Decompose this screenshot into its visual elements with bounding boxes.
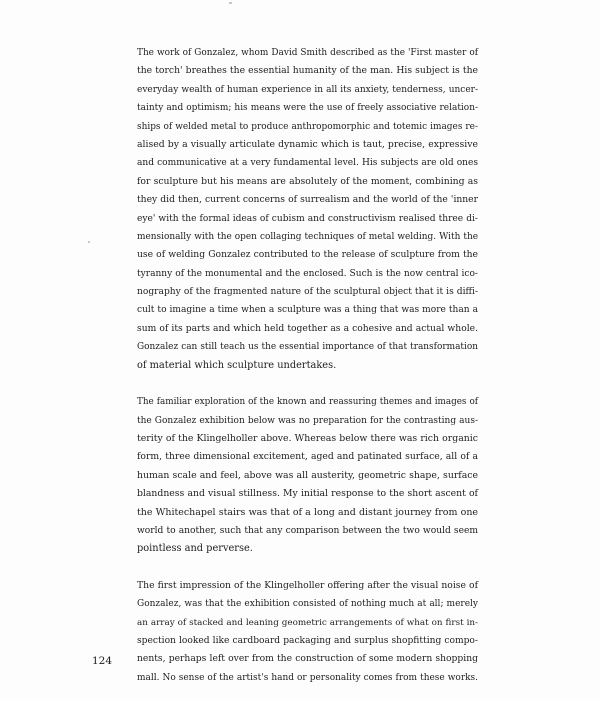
paragraph xyxy=(137,577,478,687)
text-line: the torch' breathes the essential humanity of the man. His subject is the xyxy=(137,65,478,77)
text-line: spection looked like cardboard packaging and surplus shopfitting compo- xyxy=(137,636,478,647)
text-line: The work of Gonzalez, whom David Smith described as the 'First master of xyxy=(137,48,478,58)
text-line: mall. No sense of the artist's hand or personality comes from these works. xyxy=(137,672,478,683)
text-line: for sculpture but his means are absolutely of the moment, combining as xyxy=(137,175,478,187)
text-line: sum of its parts and which held together as a cohesive and actual whole. xyxy=(137,322,478,334)
text-line: nography of the fragmented nature of the sculptural object that it is diffi- xyxy=(137,287,478,298)
text-line: everyday wealth of human experience in all its anxiety, tenderness, uncer- xyxy=(137,84,478,95)
body-text xyxy=(137,44,478,705)
text-line: human scale and feel, above was all austerity, geometric shape, surface xyxy=(137,469,478,481)
page-number: 124 xyxy=(92,655,113,667)
text-line: eye' with the formal ideas of cubism and constructivism realised three di- xyxy=(137,213,478,224)
text-line: mensionally with the open collaging techniques of metal welding. With the xyxy=(137,231,478,242)
text-line: pointless and perverse. xyxy=(137,543,253,555)
text-line: Gonzalez, was that the exhibition consisted of nothing much at all; merely xyxy=(137,599,478,610)
text-line: terity of the Klingelholler above. Whereas below there was rich organic xyxy=(137,433,478,444)
text-line: an array of stacked and leaning geometric arrangements of what on first in- xyxy=(137,617,478,628)
text-line: blandness and visual stillness. My initial response to the short ascent of xyxy=(137,488,478,500)
print-speck xyxy=(88,241,90,243)
text-line: they did then, current concerns of surrealism and the world of the 'inner xyxy=(137,194,478,206)
text-line: form, three dimensional excitement, aged and patinated surface, all of a xyxy=(137,451,478,463)
text-line: use of welding Gonzalez contributed to the release of sculpture from the xyxy=(137,249,478,261)
text-line: the Whitechapel stairs was that of a long and distant journey from one xyxy=(137,506,478,518)
text-line: tyranny of the monumental and the enclosed. Such is the now central ico- xyxy=(137,268,478,279)
text-line: nents, perhaps left over from the construction of some modern shopping xyxy=(137,653,478,665)
text-line: ships of welded metal to produce anthropomorphic and totemic images re- xyxy=(137,121,478,132)
text-line: cult to imagine a time when a sculpture was a thing that was more than a xyxy=(137,305,478,316)
paragraph xyxy=(137,393,478,559)
text-line: tainty and optimism; his means were the use of freely associative relation- xyxy=(137,103,478,114)
text-line: of material which sculpture undertakes. xyxy=(137,359,337,371)
text-line: The first impression of the Klingelholler offering after the visual noise of xyxy=(137,579,478,591)
paragraph xyxy=(137,44,478,375)
text-line: the Gonzalez exhibition below was no preparation for the contrasting aus- xyxy=(137,415,478,426)
text-line: world to another, such that any comparison between the two would seem xyxy=(137,525,478,536)
text-line: and communicative at a very fundamental level. His subjects are old ones xyxy=(137,158,478,169)
text-line: Gonzalez can still teach us the essential importance of that transformation xyxy=(137,342,478,353)
text-line: alised by a visually articulate dynamic which is taut, precise, expressive xyxy=(137,138,478,150)
text-line: The familiar exploration of the known and reassuring themes and images of xyxy=(137,397,478,408)
print-speck xyxy=(229,2,232,4)
